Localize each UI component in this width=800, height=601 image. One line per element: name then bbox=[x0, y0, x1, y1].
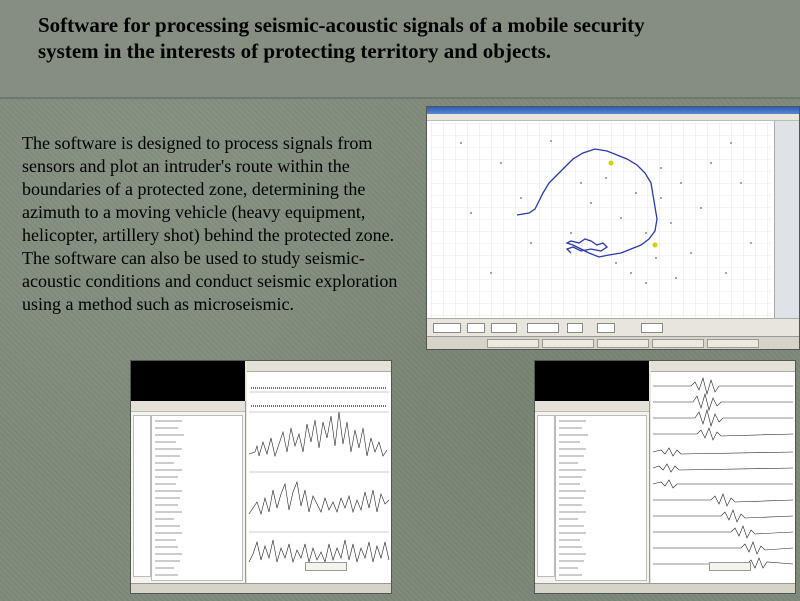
status-bar bbox=[535, 583, 795, 593]
file-list-panel bbox=[131, 401, 246, 583]
waveform-panel bbox=[247, 361, 391, 583]
intruder-route-screenshot bbox=[426, 106, 800, 350]
route-plot bbox=[431, 123, 771, 319]
slide-title-line-1: Software for processing seismic-acoustic signals of a mobile security bbox=[38, 13, 645, 37]
waveform-graphic bbox=[247, 372, 391, 572]
route-map-graphic bbox=[431, 123, 771, 319]
sensor-marker-2 bbox=[653, 243, 658, 248]
control-field[interactable] bbox=[433, 323, 461, 333]
taskbar-item[interactable] bbox=[542, 339, 594, 348]
file-list bbox=[555, 415, 647, 581]
description-text bbox=[22, 132, 414, 316]
taskbar-item[interactable] bbox=[707, 339, 759, 348]
window-menubar bbox=[427, 114, 799, 121]
file-list-entries bbox=[556, 416, 646, 580]
signal-viewer-screenshot-left bbox=[130, 360, 392, 594]
list-toolbar bbox=[131, 401, 245, 412]
signal-viewer-screenshot-right bbox=[534, 360, 796, 594]
page-control[interactable] bbox=[709, 562, 751, 571]
trace-toolbar bbox=[651, 361, 795, 372]
side-panel bbox=[774, 121, 799, 331]
trace-graphic bbox=[651, 372, 795, 572]
video-preview bbox=[535, 361, 649, 401]
taskbar-item[interactable] bbox=[652, 339, 704, 348]
waveform-toolbar bbox=[247, 361, 391, 372]
list-toolbar bbox=[535, 401, 649, 412]
control-field[interactable] bbox=[467, 323, 485, 333]
slide-title bbox=[38, 12, 778, 64]
folder-tree bbox=[537, 415, 555, 577]
description-paragraph-1: The software is designed to process signals from sensors and plot an intruder's route within the boundaries of a protected zone, determining the azimuth to a moving vehicle (heavy equipment, helicopter, artillery shot) behind the protected zone. bbox=[22, 133, 395, 245]
trace-panel bbox=[651, 361, 795, 583]
taskbar-item[interactable] bbox=[597, 339, 649, 348]
status-bar bbox=[131, 583, 391, 593]
control-bar bbox=[427, 318, 799, 337]
taskbar bbox=[427, 336, 799, 349]
file-list-panel bbox=[535, 401, 650, 583]
control-field[interactable] bbox=[567, 323, 583, 333]
control-field[interactable] bbox=[597, 323, 615, 333]
file-list bbox=[151, 415, 243, 581]
page-control[interactable] bbox=[305, 562, 347, 571]
control-field[interactable] bbox=[641, 323, 663, 333]
folder-tree bbox=[133, 415, 151, 577]
window-titlebar bbox=[427, 107, 799, 114]
control-field[interactable] bbox=[527, 323, 559, 333]
control-field[interactable] bbox=[491, 323, 517, 333]
description-paragraph-2: The software can also be used to study seismic-acoustic conditions and conduct seismic exploration using a method such as microseismic. bbox=[22, 248, 398, 314]
slide-title-line-2: system in the interests of protecting territory and objects. bbox=[38, 39, 552, 63]
sensor-marker-1 bbox=[609, 161, 614, 166]
video-preview bbox=[131, 361, 245, 401]
file-list-entries bbox=[152, 416, 242, 580]
taskbar-item[interactable] bbox=[487, 339, 539, 348]
